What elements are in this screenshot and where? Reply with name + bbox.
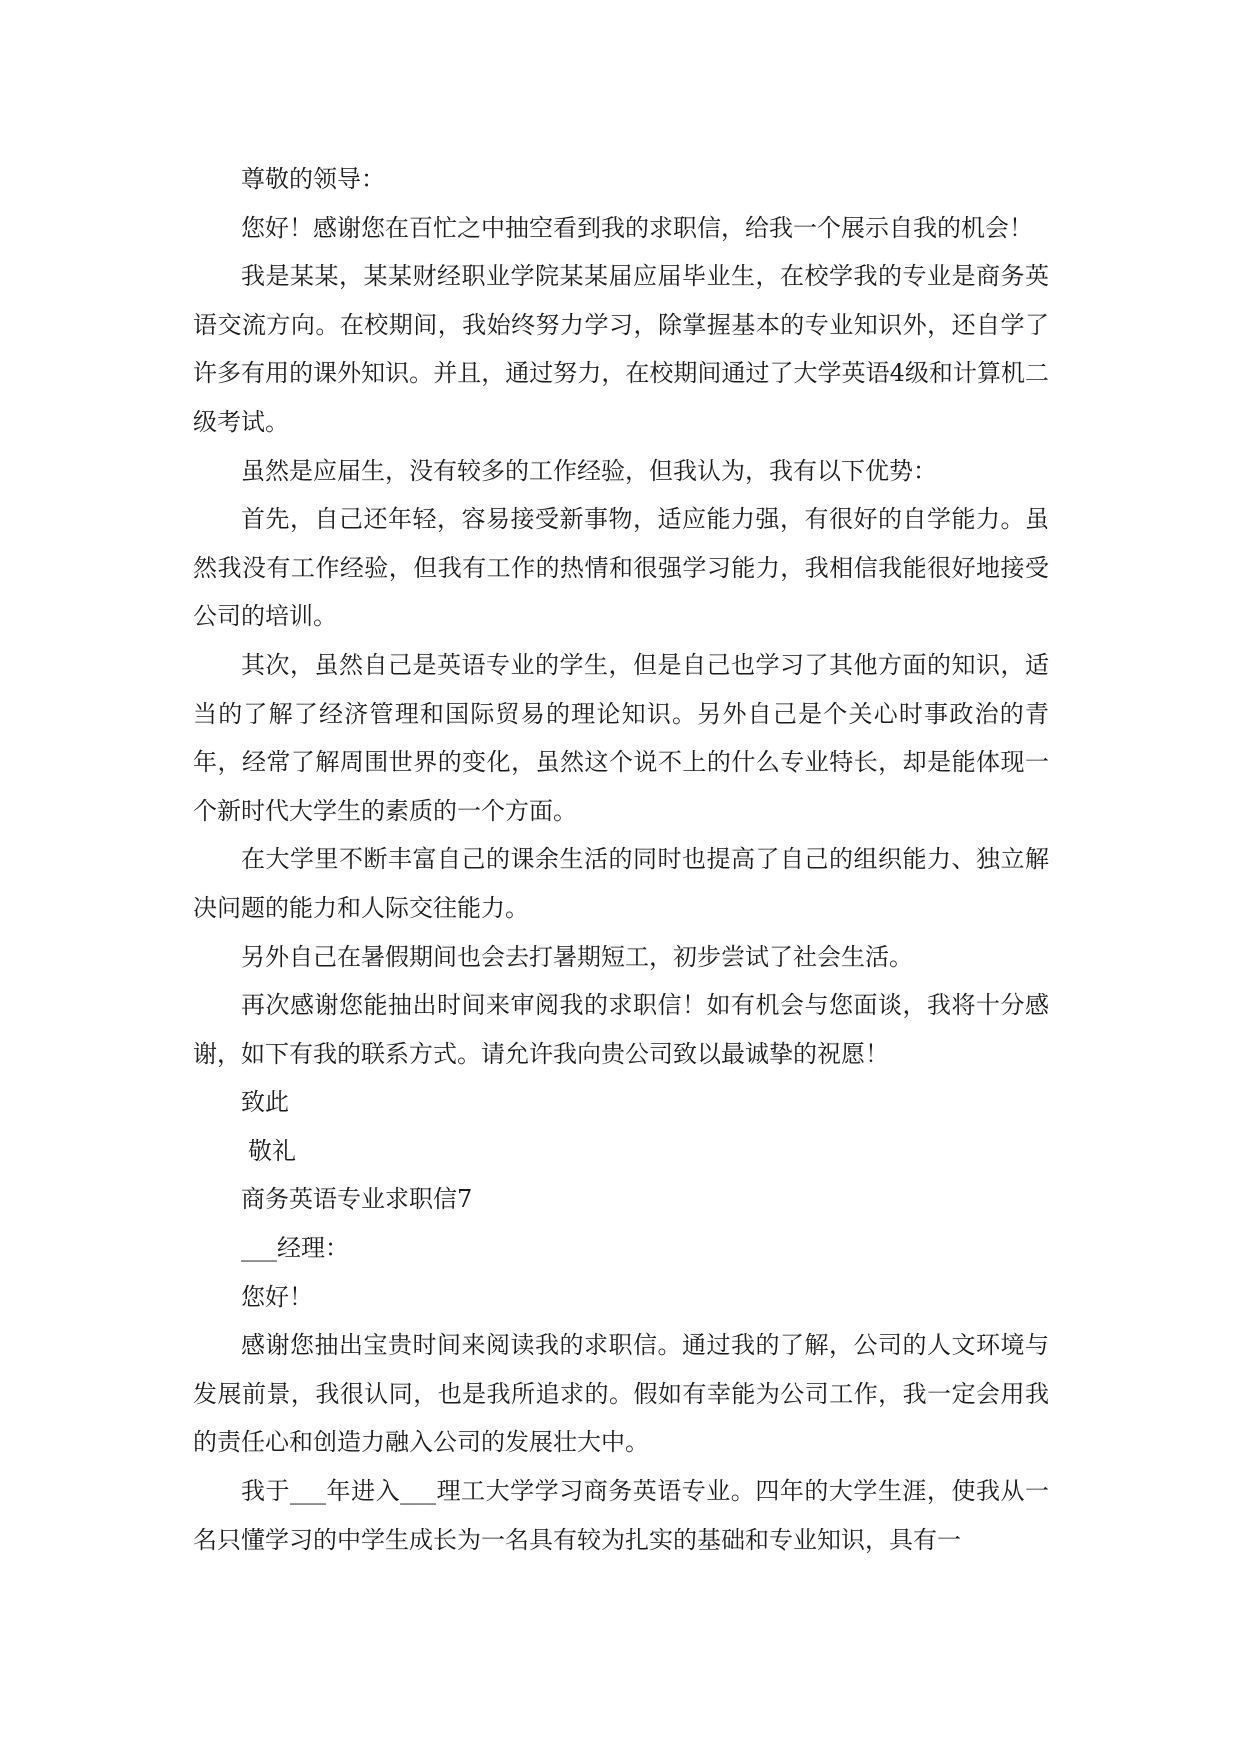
body-paragraph: 首先，自己还年轻，容易接受新事物，适应能力强，有很好的自学能力。虽然我没有工作经验，但我有工作的热情和很强学习能力，我相信我能很好地接受公司的培训。	[193, 505, 1049, 631]
body-paragraph: 虽然是应届生，没有较多的工作经验，但我认为，我有以下优势：	[241, 456, 937, 485]
body-paragraph: 再次感谢您能抽出时间来审阅我的求职信！如有机会与您面谈，我将十分感谢，如下有我的联系方式。请允许我向贵公司致以最诚挚的祝愿！	[193, 991, 1049, 1068]
closing-regards: 敬礼	[248, 1136, 296, 1165]
body-paragraph: 在大学里不断丰富自己的课余生活的同时也提高了自己的组织能力、独立解决问题的能力和人际交往能力。	[193, 845, 1049, 922]
body-paragraph: 感谢您抽出宝贵时间来阅读我的求职信。通过我的了解，公司的人文环境与发展前景，我很认同，也是我所追求的。假如有幸能为公司工作，我一定会用我的责任心和创造力融入公司的发展壮大中。	[193, 1331, 1049, 1457]
greeting-paragraph: 您好！感谢您在百忙之中抽空看到我的求职信，给我一个展示自我的机会！	[241, 213, 1033, 242]
salutation: ___经理：	[241, 1234, 349, 1263]
document-body	[193, 155, 1049, 1564]
body-paragraph: 另外自己在暑假期间也会去打暑期短工，初步尝试了社会生活。	[241, 942, 913, 971]
closing-line: 致此	[241, 1088, 289, 1117]
body-paragraph: 其次，虽然自己是英语专业的学生，但是自己也学习了其他方面的知识，适当的了解了经济管理和国际贸易的理论知识。另外自己是个关心时事政治的青年，经常了解周围世界的变化，虽然这个说不上的什么专业特长，却是能体现一个新时代大学生的素质的一个方面。	[193, 650, 1049, 825]
body-paragraph: 我是某某，某某财经职业学院某某届应届毕业生，在校学我的专业是商务英语交流方向。在校期间，我始终努力学习，除掌握基本的专业知识外，还自学了许多有用的课外知识。并且，通过努力，在校期间通过了大学英语4级和计算机二级考试。	[193, 262, 1049, 436]
body-paragraph: 我于___年进入___理工大学学习商务英语专业。四年的大学生涯，使我从一名只懂学习的中学生成长为一名具有较为扎实的基础和专业知识，具有一	[193, 1477, 1049, 1554]
salutation: 尊敬的领导：	[241, 165, 385, 193]
section-heading: 商务英语专业求职信7	[241, 1185, 473, 1214]
greeting-paragraph: 您好！	[241, 1282, 313, 1311]
